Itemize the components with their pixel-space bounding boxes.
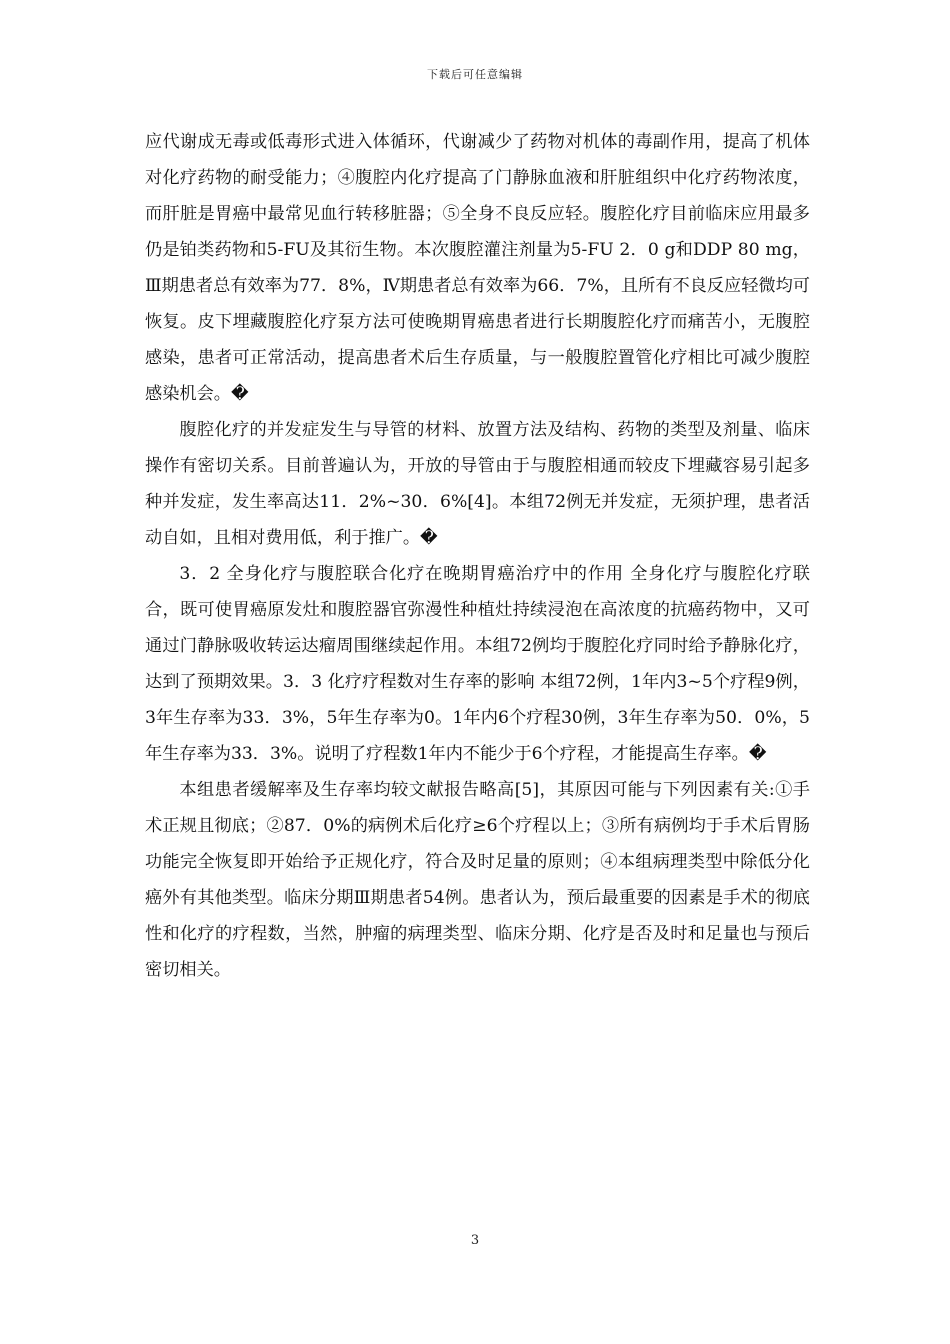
paragraph-discussion: 本组患者缓解率及生存率均较文献报告略高[5]，其原因可能与下列因素有关:①手术正规且彻底；②87．0%的病例术后化疗≥6个疗程以上；③所有病例均于手术后胃肠功能完全恢复即开始给予正规化疗，符合及时足量的原则；④本组病理类型中除低分化癌外有其他类型。临床分期Ⅲ期患者54例。患者认为，预后最重要的因素是手术的彻底性和化疗的疗程数，当然，肿瘤的病理类型、临床分期、化疗是否及时和足量也与预后密切相关。 (145, 780, 810, 980)
paragraph-continuation: 应代谢成无毒或低毒形式进入体循环，代谢减少了药物对机体的毒副作用，提高了机体对化疗药物的耐受能力；④腹腔内化疗提高了门静脉血液和肝脏组织中化疗药物浓度，而肝脏是胃癌中最常见血行转移脏器；⑤全身不良反应轻。腹腔化疗目前临床应用最多仍是铂类药物和5-FU及其衍生物。本次腹腔灌注剂量为5-FU 2．0 g和DDP 80 mg，Ⅲ期患者总有效率为77．8%，Ⅳ期患者总有效率为66．7%，且所有不良反应轻微均可恢复。皮下埋藏腹腔化疗泵方法可使晚期胃癌患者进行长期腹腔化疗而痛苦小，无腹腔感染，患者可正常活动，提高患者术后生存质量，与一般腹腔置管化疗相比可减少腹腔感染机会。� (145, 132, 810, 404)
document-body (145, 124, 810, 988)
paragraph-complications: 腹腔化疗的并发症发生与导管的材料、放置方法及结构、药物的类型及剂量、临床操作有密切关系。目前普遍认为，开放的导管由于与腹腔相通而较皮下埋藏容易引起多种并发症，发生率高达11．2%~30．6%[4]。本组72例无并发症，无须护理，患者活动自如，且相对费用低，利于推广。� (145, 420, 810, 548)
page-number: 3 (470, 1233, 480, 1248)
paragraph-combined-chemotherapy: 3．2 全身化疗与腹腔联合化疗在晚期胃癌治疗中的作用 全身化疗与腹腔化疗联合，既可使胃癌原发灶和腹腔器官弥漫性种植灶持续浸泡在高浓度的抗癌药物中，又可通过门静脉吸收转运达瘤周围继续起作用。本组72例均于腹腔化疗同时给予静脉化疗，达到了预期效果。3．3 化疗疗程数对生存率的影响 本组72例，1年内3~5个疗程9例，3年生存率为33．3%，5年生存率为0。1年内6个疗程30例，3年生存率为50．0%，5年生存率为33．3%。说明了疗程数1年内不能少于6个疗程，才能提高生存率。� (145, 564, 810, 764)
page-header: 下载后可任意编辑 (427, 68, 523, 81)
